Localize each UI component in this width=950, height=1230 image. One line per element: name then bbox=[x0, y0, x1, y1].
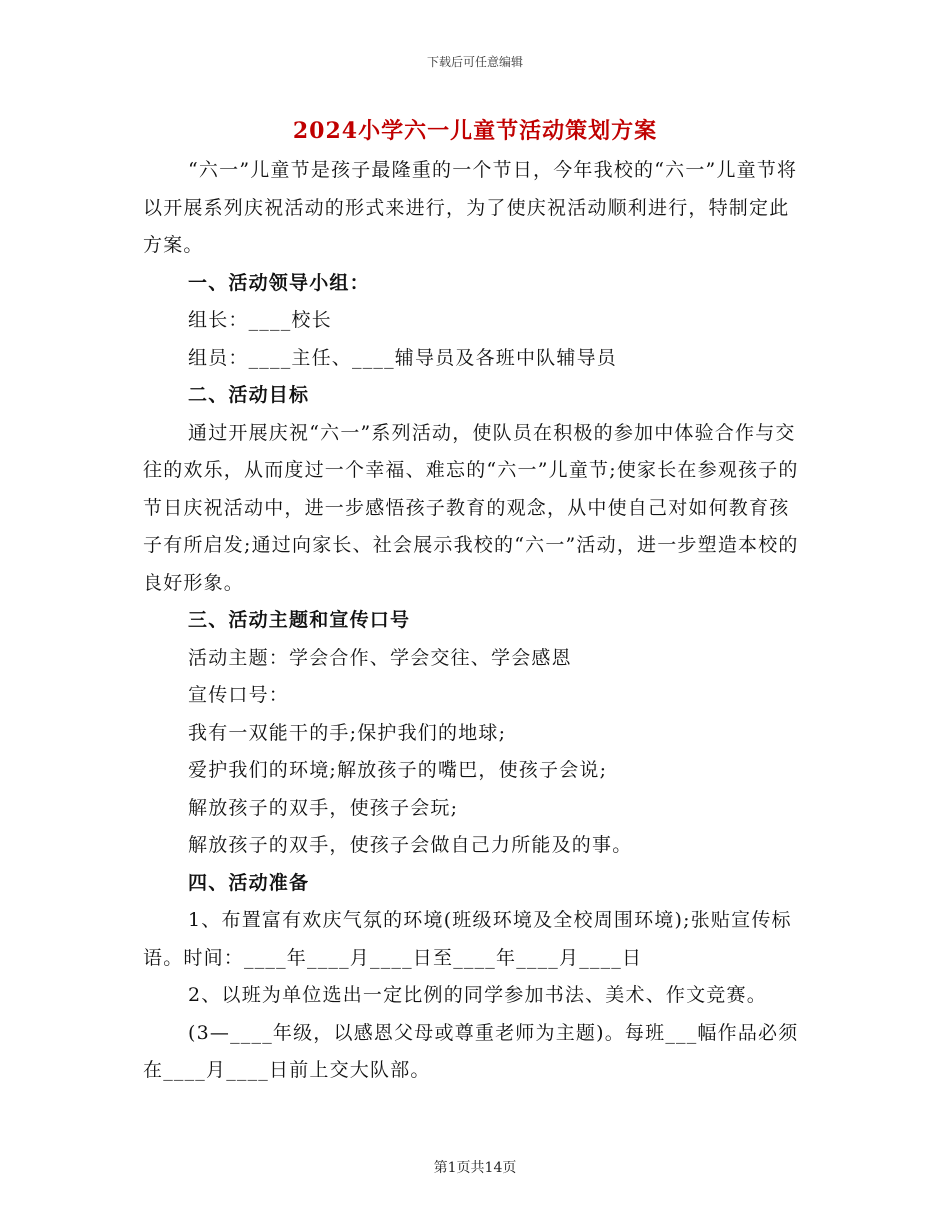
theme-line: 活动主题：学会合作、学会交往、学会感恩 bbox=[188, 646, 572, 669]
header-note: 下载后可任意编辑 bbox=[426, 55, 523, 69]
section-heading-leadership: 一、活动领导小组： bbox=[188, 271, 370, 294]
intro-paragraph: “六一”儿童节是孩子最隆重的一个节日，今年我校的“六一”儿童节将以开展系列庆祝活动的形式来进行，为了使庆祝活动顺利进行，特制定此方案。 bbox=[143, 159, 798, 256]
preparation-item-2: 2、以班为单位选出一定比例的同学参加书法、美术、作文竞赛。 bbox=[188, 984, 767, 1006]
preparation-item-1: 1、布置富有欢庆气氛的环境(班级环境及全校周围环境);张贴宣传标语。时间：____年____月____日至____年____月____日 bbox=[143, 909, 792, 969]
slogan-line: 解放孩子的双手，使孩子会做自己力所能及的事。 bbox=[188, 834, 633, 856]
page-footer: 第1页共14页 bbox=[433, 1160, 517, 1176]
slogan-line: 解放孩子的双手，使孩子会玩; bbox=[188, 796, 459, 819]
section-heading-preparation: 四、活动准备 bbox=[188, 871, 310, 894]
leader-line: 组长：____校长 bbox=[188, 309, 332, 331]
slogan-label: 宣传口号： bbox=[188, 684, 290, 706]
document-title: 2024小学六一儿童节活动策划方案 bbox=[292, 118, 658, 144]
section-heading-goals: 二、活动目标 bbox=[188, 384, 310, 406]
slogan-line: 我有一双能干的手;保护我们的地球; bbox=[188, 721, 507, 744]
members-line: 组员：____主任、____辅导员及各班中队辅导员 bbox=[188, 346, 618, 369]
document-body bbox=[143, 152, 805, 1090]
slogan-line: 爱护我们的环境;解放孩子的嘴巴，使孩子会说; bbox=[188, 759, 608, 781]
preparation-item-2-detail: (3—____年级，以感恩父母或尊重老师为主题)。每班___幅作品必须在____月____日前上交大队部。 bbox=[143, 1021, 799, 1081]
goals-paragraph: 通过开展庆祝“六一”系列活动，使队员在积极的参加中体验合作与交往的欢乐，从而度过一个幸福、难忘的“六一”儿童节;使家长在参观孩子的节日庆祝活动中，进一步感悟孩子教育的观念，从中使自己对如何教育孩子有所启发;通过向家长、社会展示我校的“六一”活动，进一步塑造本校的良好形象。 bbox=[143, 421, 799, 594]
section-heading-theme: 三、活动主题和宣传口号 bbox=[188, 609, 411, 631]
